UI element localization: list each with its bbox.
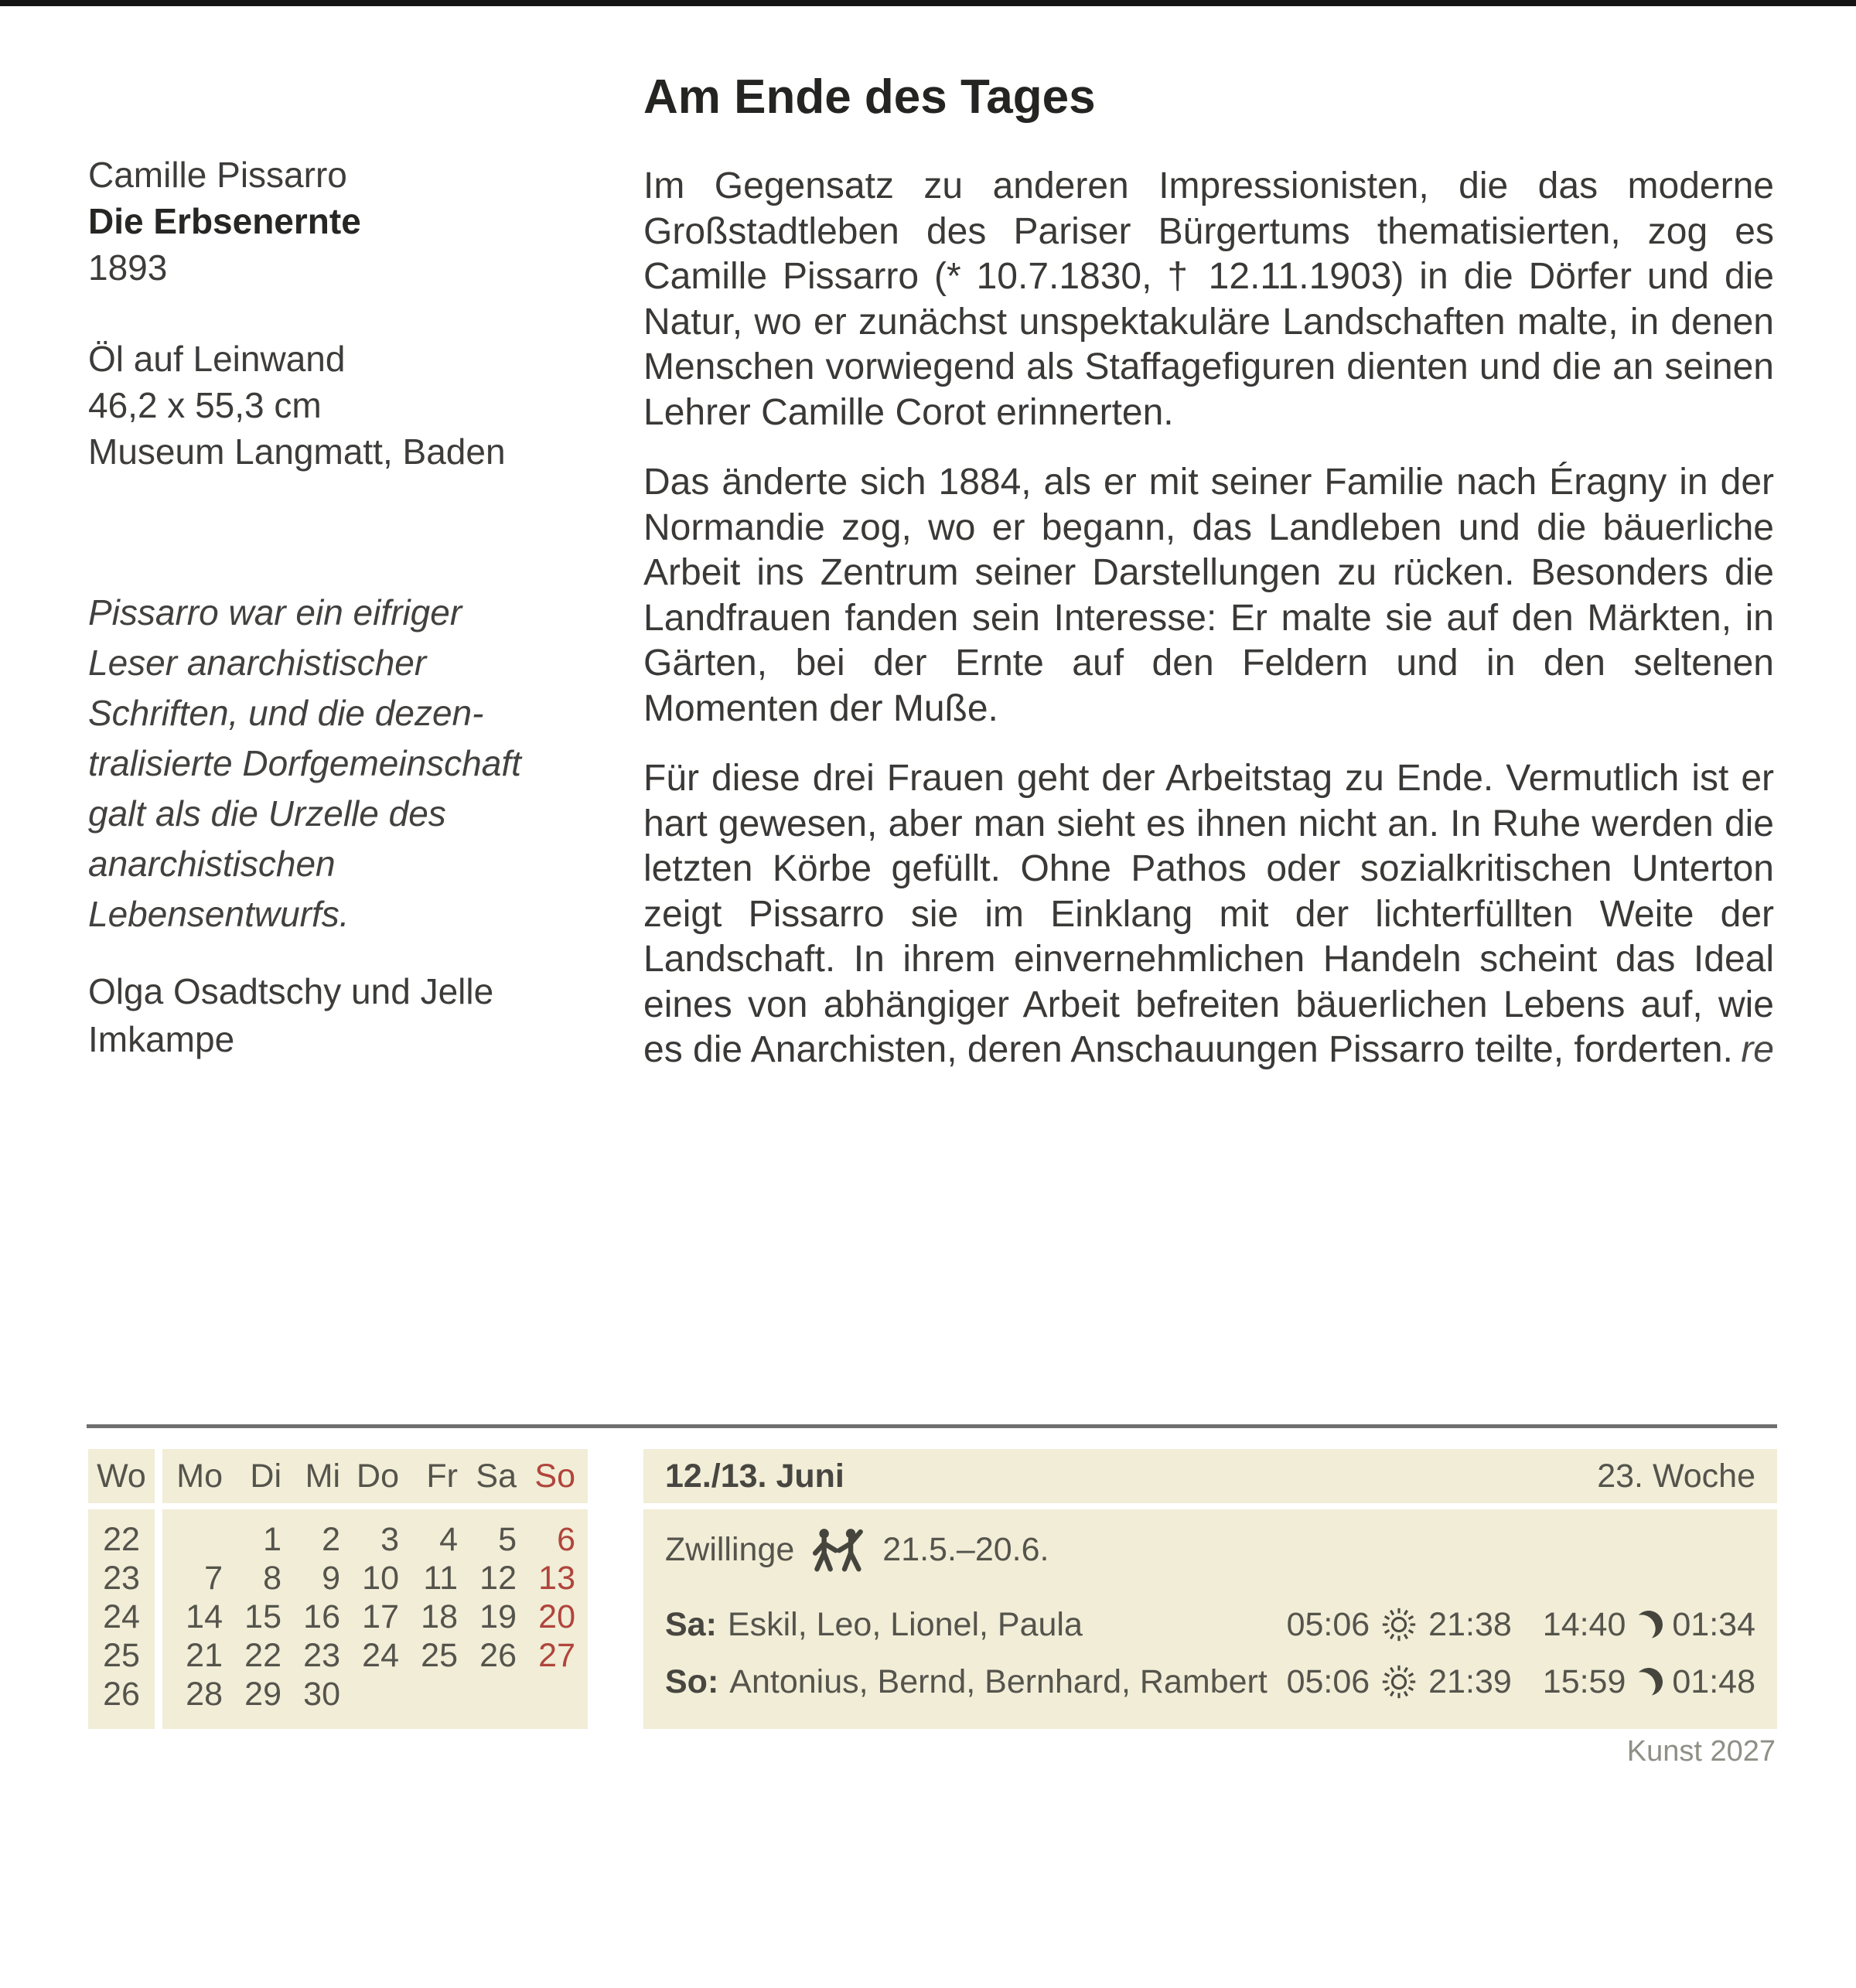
sunrise-time: 05:06 bbox=[1286, 1662, 1370, 1700]
day-cell: 16 bbox=[303, 1598, 340, 1635]
day-cell: 24 bbox=[362, 1637, 399, 1674]
article-title: Am Ende des Tages bbox=[643, 70, 1096, 124]
weekday-header: Sa bbox=[476, 1458, 517, 1495]
mini-calendar-header-row bbox=[88, 1449, 588, 1503]
artwork-year: 1893 bbox=[88, 247, 168, 288]
day-cell: 12 bbox=[479, 1560, 517, 1597]
author-initials: re bbox=[1741, 1029, 1774, 1070]
day-cell bbox=[343, 1675, 402, 1713]
date-label: 12./13. Juni bbox=[665, 1457, 844, 1495]
week-column-header: Wo bbox=[88, 1449, 155, 1503]
moon-icon bbox=[1633, 1666, 1665, 1698]
day-cell-sunday: 13 bbox=[538, 1560, 575, 1597]
day-cell: 29 bbox=[244, 1676, 281, 1713]
day-cell-sunday: 20 bbox=[538, 1598, 575, 1635]
day-cell bbox=[167, 1520, 226, 1559]
day-cell: 9 bbox=[322, 1560, 340, 1597]
artist-name: Camille Pissarro bbox=[88, 155, 347, 195]
day-cell: 3 bbox=[380, 1521, 399, 1558]
week-number-cell: 23 bbox=[103, 1560, 140, 1597]
day-cell: 14 bbox=[186, 1598, 223, 1635]
day-cell: 25 bbox=[421, 1637, 458, 1674]
day-cell bbox=[402, 1675, 461, 1713]
moonset-time: 01:34 bbox=[1672, 1605, 1755, 1643]
quote-authors: Olga Osadtschy und Jelle Imkampe bbox=[88, 971, 494, 1059]
day-cell: 22 bbox=[244, 1637, 281, 1674]
article-paragraph bbox=[643, 756, 1774, 1073]
zodiac-name: Zwillinge bbox=[665, 1530, 795, 1568]
quote-line: tralisierte Dorfgemeinschaft bbox=[88, 743, 521, 783]
day-cell: 26 bbox=[479, 1637, 517, 1674]
day-cell: 28 bbox=[186, 1676, 223, 1713]
day-cell-sunday: 27 bbox=[538, 1637, 575, 1674]
day-grid bbox=[162, 1509, 588, 1729]
day-abbrev: So: bbox=[665, 1662, 719, 1700]
weekday-header: Mi bbox=[305, 1458, 340, 1495]
gemini-twins-icon bbox=[808, 1523, 868, 1577]
day-cell: 7 bbox=[204, 1560, 223, 1597]
day-cell: 2 bbox=[322, 1521, 340, 1558]
sunset-time: 21:38 bbox=[1428, 1605, 1512, 1643]
name-day-names: Antonius, Bernd, Bernhard, Rambert bbox=[729, 1662, 1267, 1700]
day-cell: 4 bbox=[439, 1521, 458, 1558]
week-number-cell: 26 bbox=[103, 1676, 140, 1713]
day-cell: 10 bbox=[362, 1560, 399, 1597]
sun-icon bbox=[1379, 1662, 1419, 1702]
mini-calendar-body-row bbox=[88, 1509, 588, 1729]
day-block-header bbox=[643, 1449, 1777, 1503]
moon-icon bbox=[1633, 1609, 1665, 1641]
day-block-gap bbox=[643, 1503, 1777, 1509]
artwork-medium: Öl auf Leinwand bbox=[88, 339, 346, 379]
section-divider bbox=[87, 1424, 1777, 1428]
day-cell: 23 bbox=[303, 1637, 340, 1674]
sun-moon-times bbox=[1287, 1662, 1755, 1702]
quote-line: Pissarro war ein eifriger bbox=[88, 592, 462, 633]
day-cell: 19 bbox=[479, 1598, 517, 1635]
article-paragraph-text: Für diese drei Frauen geht der Arbeitstag zu Ende. Vermutlich ist er hart gewesen, aber man sieht es ihnen nicht an. In Ruhe werden die letzten Körbe gefüllt. Ohne Pathos oder sozialkritischen Unterton zeigt Pissarro sie im Einklang mit der lichterfüllten Weite der Landschaft. In ihrem einvernehmlichen Handeln scheint das Ideal eines von abhängiger Arbeit befreiten bäuerlichen Lebens auf, wie es die Anarchisten, deren Anschauungen Pissarro teilte, forderten. bbox=[643, 758, 1774, 1070]
moonrise-time: 14:40 bbox=[1542, 1605, 1626, 1643]
quote-line: Schriften, und die dezen- bbox=[88, 693, 484, 733]
day-cell: 21 bbox=[186, 1637, 223, 1674]
page-top-edge bbox=[0, 0, 1856, 6]
artwork-block bbox=[88, 152, 623, 291]
article-column bbox=[643, 70, 1774, 1073]
weekday-header: Do bbox=[357, 1458, 399, 1495]
day-entry-saturday bbox=[665, 1596, 1755, 1653]
day-cell bbox=[461, 1675, 520, 1713]
day-cell-sunday bbox=[520, 1675, 578, 1713]
name-day-entries bbox=[665, 1596, 1755, 1710]
weekday-header: Mo bbox=[176, 1458, 223, 1495]
sun-moon-times bbox=[1287, 1604, 1755, 1645]
article-paragraph: Das änderte sich 1884, als er mit seiner Familie nach Éragny in der Normandie zog, wo er begann, das Landleben und die bäuerliche Arbeit ins Zentrum seiner Darstellungen zu rücken. Besonders die Landfrauen fanden sein Interesse: Er malte sie auf den Märkten, in Gärten, bei der Ernte auf den Feldern und in den seltenen Momenten der Muße. bbox=[643, 462, 1774, 729]
week-number-column bbox=[88, 1509, 155, 1729]
moonrise-time: 15:59 bbox=[1542, 1662, 1626, 1700]
week-number-cell: 25 bbox=[103, 1637, 140, 1674]
day-cell: 18 bbox=[421, 1598, 458, 1635]
sun-icon bbox=[1379, 1604, 1419, 1645]
quote-line: galt als die Urzelle des bbox=[88, 793, 446, 834]
month-mini-calendar bbox=[88, 1449, 588, 1729]
day-abbrev: Sa: bbox=[665, 1605, 717, 1643]
day-cell: 15 bbox=[244, 1598, 281, 1635]
artwork-details-block bbox=[88, 336, 623, 475]
zodiac-row bbox=[665, 1520, 1755, 1579]
day-cell: 17 bbox=[362, 1598, 399, 1635]
article-paragraph: Im Gegensatz zu anderen Impressionisten, die das moderne Großstadtleben des Pariser Bürgertums thematisierten, zog es Camille Pissarro (* 10.7.1830, † 12.11.1903) in die Dörfer und die Natur, wo er zunächst unspektakuläre Landschaften malte, in denen Menschen vorwiegend als Staffagefiguren dienten und die an seinen Lehrer Camille Corot erinnerten. bbox=[643, 165, 1774, 433]
day-cell: 8 bbox=[263, 1560, 281, 1597]
day-cell-sunday: 6 bbox=[557, 1521, 575, 1558]
weekday-header: Fr bbox=[426, 1458, 458, 1495]
moonset-time: 01:48 bbox=[1672, 1662, 1755, 1700]
week-number-cell: 22 bbox=[103, 1521, 140, 1558]
weekday-header-sunday: So bbox=[534, 1458, 575, 1495]
week-label: 23. Woche bbox=[1597, 1457, 1755, 1495]
curator-quote bbox=[88, 588, 623, 939]
quote-line: anarchistischen bbox=[88, 844, 336, 884]
day-cell: 5 bbox=[498, 1521, 517, 1558]
weekday-header-row bbox=[162, 1449, 588, 1503]
day-detail-block bbox=[643, 1449, 1777, 1729]
name-day-names: Eskil, Leo, Lionel, Paula bbox=[727, 1605, 1083, 1643]
quote-line: Lebensentwurfs. bbox=[88, 894, 350, 934]
day-cell: 11 bbox=[423, 1560, 458, 1597]
artwork-info-column bbox=[88, 152, 623, 1063]
quote-line: Leser anarchistischer bbox=[88, 643, 427, 683]
artwork-title: Die Erbsenernte bbox=[88, 201, 361, 241]
day-cell: 1 bbox=[263, 1521, 281, 1558]
day-cell: 30 bbox=[303, 1676, 340, 1713]
day-entry-sunday bbox=[665, 1653, 1755, 1710]
artwork-museum: Museum Langmatt, Baden bbox=[88, 431, 506, 472]
mini-calendar-gap bbox=[88, 1503, 588, 1509]
artwork-dimensions: 46,2 x 55,3 cm bbox=[88, 385, 322, 425]
sunrise-time: 05:06 bbox=[1286, 1605, 1370, 1643]
calendar-product-label: Kunst 2027 bbox=[1626, 1735, 1776, 1768]
day-block-body bbox=[643, 1509, 1777, 1729]
zodiac-date-range: 21.5.–20.6. bbox=[882, 1530, 1049, 1568]
week-number-cell: 24 bbox=[103, 1598, 140, 1635]
sunset-time: 21:39 bbox=[1428, 1662, 1512, 1700]
weekday-header: Di bbox=[250, 1458, 281, 1495]
